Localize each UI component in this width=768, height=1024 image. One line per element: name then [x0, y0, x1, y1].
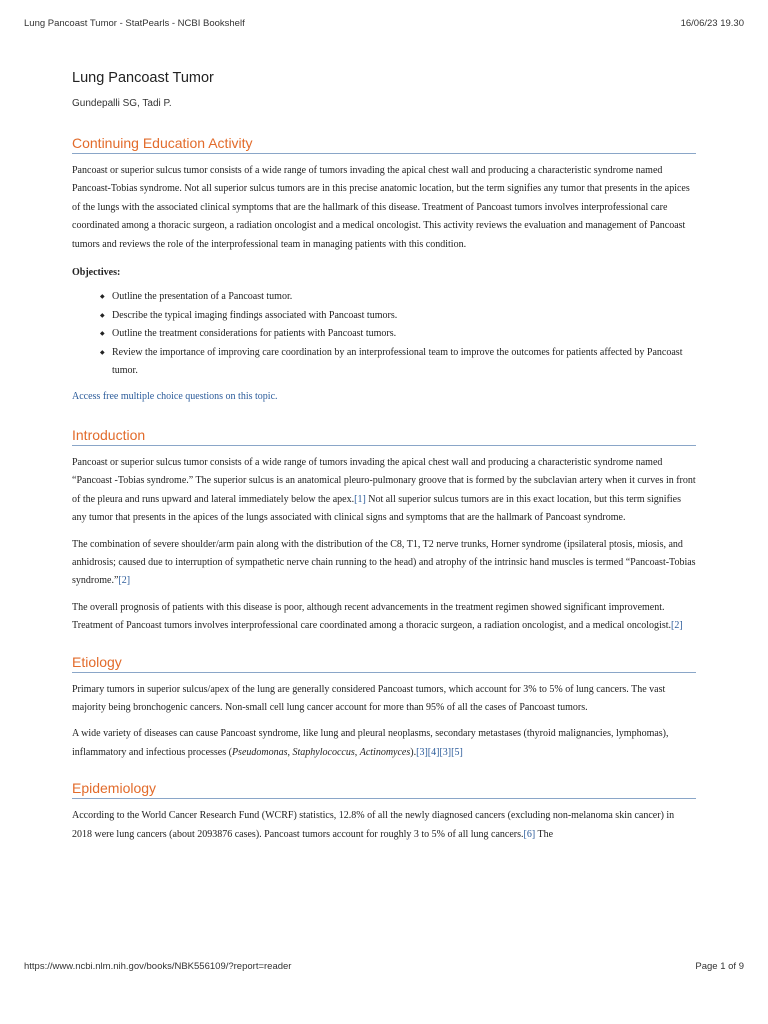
intro-paragraph-3	[72, 599, 696, 636]
paragraph-text: Not all superior sulcus tumors are in this exact location, but this term signifies any tumor that presents in the apices of the lungs associated with clinical signs and symptoms that are the hallmark of Pancoast syndrome.	[72, 493, 682, 524]
article-authors: Gundepalli SG, Tadi P.	[72, 98, 172, 109]
organism-name: Actinomyces	[359, 746, 411, 758]
citation-link[interactable]: [6]	[523, 828, 536, 840]
list-item: ◆ Outline the presentation of a Pancoast tumor.	[112, 288, 696, 306]
objectives-label: Objectives:	[72, 267, 121, 279]
citation-link[interactable]: [5]	[451, 746, 463, 758]
article-content	[72, 70, 696, 844]
epidemiology-paragraph-1	[72, 807, 696, 844]
mcq-access-link[interactable]: Access free multiple choice questions on this topic.	[72, 391, 278, 403]
organism-name: Pseudomonas	[231, 746, 288, 758]
print-tab-title: Lung Pancoast Tumor - StatPearls - NCBI Bookshelf	[24, 18, 245, 29]
etiology-paragraph-2	[72, 725, 696, 762]
separator: ,	[354, 746, 360, 758]
etiology-paragraph-1: Primary tumors in superior sulcus/apex of the lung are generally considered Pancoast tumors, which account for 3% to 5% of lung cancers. The vast majority being bronchogenic cancers. Non-small cell lung cancer account for more than 95% of all the cases of Pancoast tumors.	[72, 683, 666, 713]
list-item: ◆ Outline the treatment considerations for patients with Pancoast tumors.	[112, 325, 696, 343]
citation-link[interactable]: [1]	[354, 493, 366, 505]
citation-link[interactable]: [4]	[427, 746, 440, 758]
print-footer	[24, 961, 744, 972]
citation-link[interactable]: [3]	[416, 746, 428, 758]
organism-name: Staphylococcus	[292, 746, 355, 758]
citation-link[interactable]: [3]	[439, 746, 452, 758]
intro-paragraph-2	[72, 536, 696, 591]
paragraph-text: The overall prognosis of patients with this disease is poor, although recent advancements in the treatment regimen showed significant improvement. Treatment of Pancoast tumors involves interprofessional care coordinated among a thoracic surgeon, a radiation oncologist, and a medical oncologist.	[72, 601, 672, 632]
print-url: https://www.ncbi.nlm.nih.gov/books/NBK556109/?report=reader	[24, 961, 292, 972]
list-item: ◆ Review the importance of improving care coordination by an interprofessional team to improve the outcomes for patients affected by Pancoast tumor.	[112, 344, 696, 381]
paragraph-text: Pancoast or superior sulcus tumor consists of a wide range of tumors invading the apical chest wall and producing a characteristic syndrome named “Pancoast -Tobias syndrome.” The superior sulcus is an anatomical pleuro-pulmonary groove that is formed by the subclavian artery when it curves in front of the pleura and runs upward and lateral immediately below the apex.	[72, 456, 696, 505]
article-title: Lung Pancoast Tumor	[72, 70, 214, 86]
paragraph-text: According to the World Cancer Research Fund (WCRF) statistics, 12.8% of all the newly diagnosed cancers (excluding non-melanoma skin cancer) in 2018 were lung cancers (about 2093876 cases). Pancoast tumors account for roughly 3 to 5% of all lung cancers.	[72, 810, 675, 840]
paragraph-text: The combination of severe shoulder/arm pain along with the distribution of the C8, T1, T2 nerve trunks, Horner syndrome (ipsilateral ptosis, miosis, and anhidrosis; caused due to interruption of sympathetic nerve chain running to the head) and atrophy of the intrinsic hand muscles is termed “Pancoast-Tobias syndrome.”	[72, 538, 696, 587]
section-heading-etiology: Etiology	[72, 654, 696, 673]
paragraph-text: A wide variety of diseases can cause Pancoast syndrome, like lung and pleural neoplasms, secondary metastases (thyroid malignancies, lymphomas), inflammatory and infectious processes (	[72, 728, 669, 758]
print-header	[24, 18, 744, 29]
objectives-list	[72, 288, 696, 380]
paragraph-text: The	[535, 828, 554, 840]
separator: ,	[287, 746, 293, 758]
list-item: ◆ Describe the typical imaging findings associated with Pancoast tumors.	[112, 307, 696, 325]
print-datetime: 16/06/23 19.30	[680, 18, 744, 29]
citation-link[interactable]: [2]	[671, 620, 683, 632]
print-page-number: Page 1 of 9	[695, 961, 744, 972]
section-heading-ce: Continuing Education Activity	[72, 135, 696, 154]
ce-paragraph: Pancoast or superior sulcus tumor consists of a wide range of tumors invading the apical chest wall and producing a characteristic syndrome named Pancoast-Tobias syndrome. Not all superior sulcus tumors are in this precise anatomic location, but the term signifies any tumor that presents in the apices of the lungs with the associated clinical symptoms that are the hallmark of this disease. Treatment of Pancoast tumors involves interprofessional care coordinated among a thoracic surgeon, a radiation oncologist and a medical oncologist. This activity reviews the evaluation and management of Pancoast tumors and reviews the role of the interprofessional team in managing patients with this condition.	[72, 165, 690, 250]
section-heading-introduction: Introduction	[72, 427, 696, 446]
citation-link[interactable]: [2]	[118, 575, 131, 587]
paragraph-text: ).	[410, 746, 417, 758]
intro-paragraph-1	[72, 454, 696, 528]
section-heading-epidemiology: Epidemiology	[72, 780, 696, 799]
